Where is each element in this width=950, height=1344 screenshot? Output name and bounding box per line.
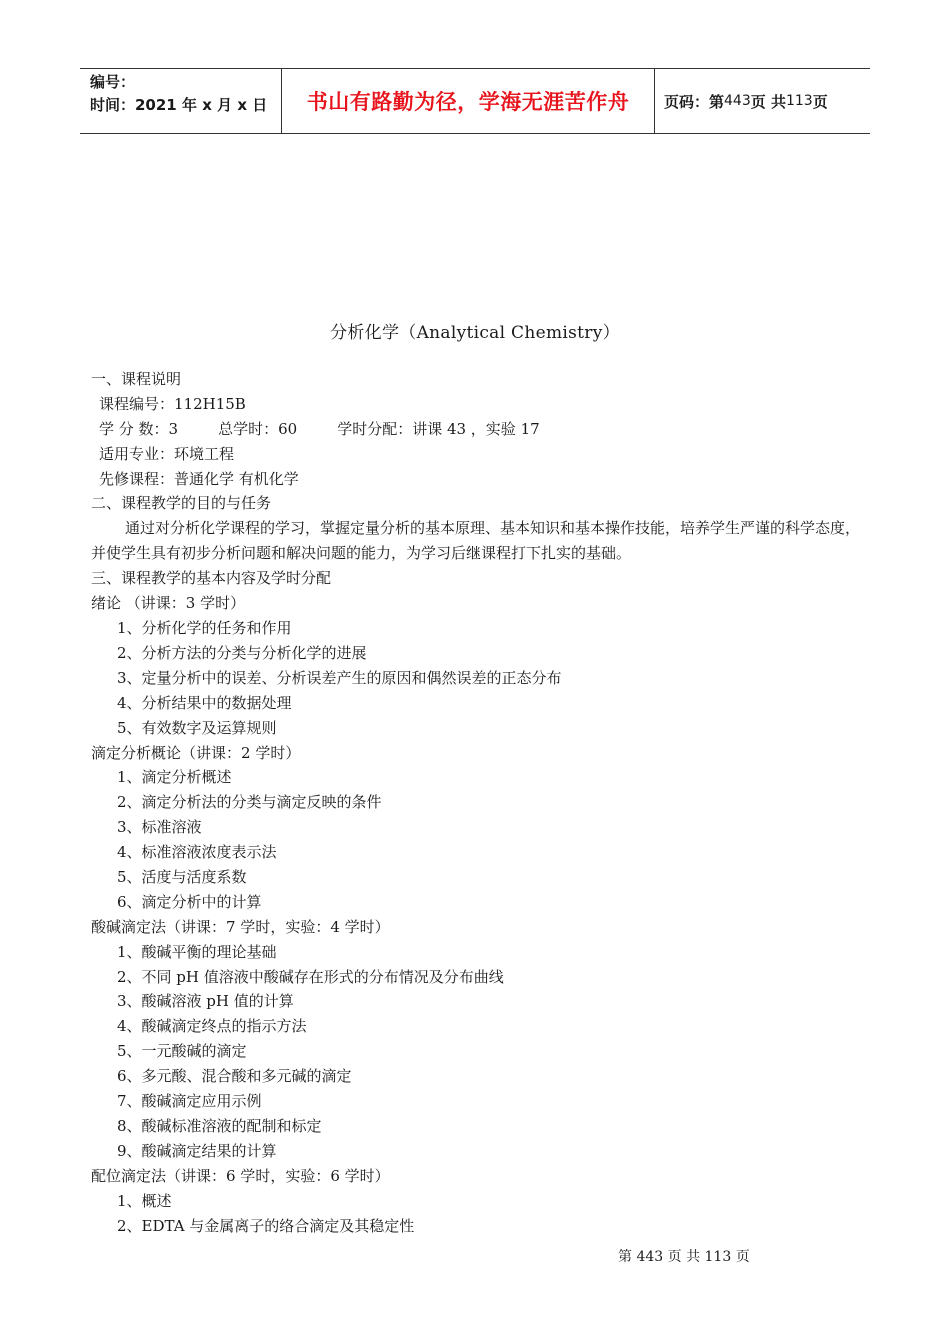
list-item: 2、滴定分析法的分类与滴定反映的条件	[117, 793, 382, 812]
section2-heading: 二、课程教学的目的与任务	[91, 494, 272, 513]
list-item: 2、EDTA 与金属离子的络合滴定及其稳定性	[117, 1216, 415, 1235]
document-title: 分析化学（Analytical Chemistry）	[330, 323, 620, 343]
chapter-title: 配位滴定法（讲课：6 学时，实验：6 学时）	[91, 1166, 390, 1185]
list-item: 6、滴定分析中的计算	[117, 892, 262, 911]
list-item: 8、酸碱标准溶液的配制和标定	[117, 1116, 322, 1135]
chapter-title: 绪论 （讲课：3 学时）	[91, 594, 246, 613]
page-mid: 页 共	[750, 92, 786, 111]
page-footer: 第 443 页 共 113 页	[618, 1249, 750, 1265]
chapter-title: 滴定分析概论（讲课：2 学时）	[91, 743, 301, 762]
course-code: 课程编号：112H15B	[99, 394, 246, 413]
number-label: 编号：	[90, 73, 136, 91]
chapter-title: 酸碱滴定法（讲课：7 学时，实验：4 学时）	[91, 917, 390, 936]
document-body	[91, 367, 866, 1238]
prerequisites: 先修课程：普通化学 有机化学	[99, 469, 299, 488]
list-item: 5、有效数字及运算规则	[117, 718, 277, 737]
list-item: 4、酸碱滴定终点的指示方法	[117, 1017, 307, 1036]
list-item: 7、酸碱滴定应用示例	[117, 1092, 262, 1111]
list-item: 5、一元酸碱的滴定	[117, 1042, 247, 1061]
page-suffix: 页	[812, 92, 828, 111]
total-hours: 总学时：60	[218, 419, 298, 438]
list-item: 4、标准溶液浓度表示法	[117, 843, 277, 862]
list-item: 9、酸碱滴定结果的计算	[117, 1141, 277, 1160]
list-item: 1、酸碱平衡的理论基础	[117, 942, 277, 961]
hour-allocation: 学时分配：讲课 43 ，实验 17	[337, 419, 540, 438]
credits: 学 分 数：3	[99, 419, 179, 438]
list-item: 6、多元酸、混合酸和多元碱的滴定	[117, 1067, 352, 1086]
section1-heading: 一、课程说明	[91, 370, 182, 388]
page-total: 113	[785, 93, 813, 109]
section2-paragraph: 通过对分析化学课程的学习，掌握定量分析的基本原理、基本知识和基本操作技能，培养学生严谨的科学态度，并使学生具有初步分析问题和解决问题的能力，为学习后继课程打下扎实的基础。	[91, 519, 861, 563]
list-item: 1、滴定分析概述	[117, 768, 232, 787]
section3-heading: 三、课程教学的基本内容及学时分配	[91, 569, 332, 588]
page-header	[80, 68, 870, 134]
list-item: 3、酸碱溶液 pH 值的计算	[117, 992, 294, 1011]
header-meta	[80, 69, 282, 133]
major: 适用专业：环境工程	[99, 444, 235, 463]
header-page-info	[655, 69, 870, 133]
list-item: 5、活度与活度系数	[117, 868, 247, 887]
list-item: 2、不同 pH 值溶液中酸碱存在形式的分布情况及分布曲线	[117, 967, 504, 986]
list-item: 2、分析方法的分类与分析化学的进展	[117, 644, 367, 663]
list-item: 1、概述	[117, 1191, 172, 1210]
course-hours-row	[91, 417, 866, 442]
list-item: 4、分析结果中的数据处理	[117, 693, 292, 712]
page-current: 443	[724, 93, 751, 109]
page-prefix: 页码：第	[664, 92, 725, 111]
list-item: 1、分析化学的任务和作用	[117, 619, 292, 638]
time-label: 时间：2021 年 x 月 x 日	[90, 96, 268, 114]
list-item: 3、标准溶液	[117, 818, 202, 837]
list-item: 3、定量分析中的误差、分析误差产生的原因和偶然误差的正态分布	[117, 668, 562, 687]
header-motto: 书山有路勤为径，学海无涯苦作舟	[282, 69, 655, 133]
